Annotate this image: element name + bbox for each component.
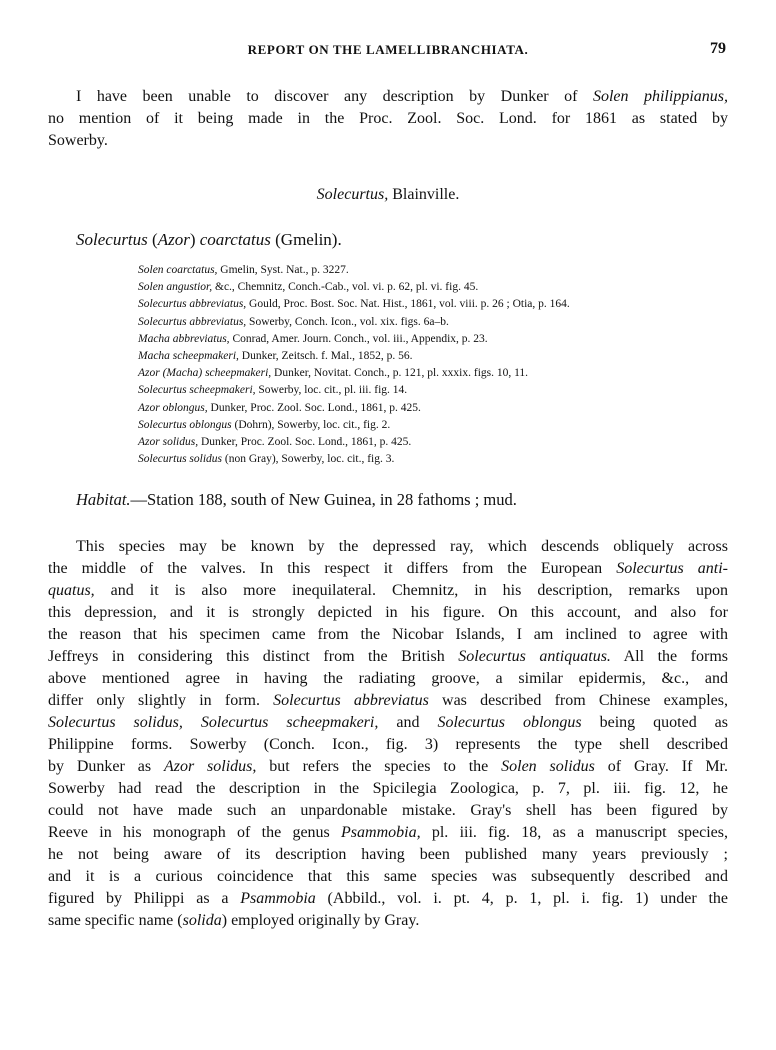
synonym-entry: Solecurtus oblongus (Dohrn), Sowerby, loc. cit., fig. 2. bbox=[138, 418, 391, 431]
text-line: Jeffreys in considering this distinct from the British Solecurtus antiquatus. All the forms bbox=[48, 648, 728, 665]
synonym-entry: Solecurtus scheepmakeri, Sowerby, loc. cit., pl. iii. fig. 14. bbox=[138, 384, 408, 397]
habitat-line: Habitat.—Station 188, south of New Guinea, in 28 fathoms ; mud. bbox=[76, 490, 517, 509]
text-line: figured by Philippi as a Psammobia (Abbild., vol. i. pt. 4, p. 1, pl. i. fig. 1) under the bbox=[48, 890, 729, 907]
running-title: REPORT ON THE LAMELLIBRANCHIATA. bbox=[247, 42, 529, 57]
page-number: 79 bbox=[710, 40, 726, 57]
synonym-entry: Solecurtus solidus (non Gray), Sowerby, loc. cit., fig. 3. bbox=[138, 453, 395, 466]
text-line: Philippine forms. Sowerby (Conch. Icon., fig. 3) represents the type shell described bbox=[48, 736, 728, 753]
synonym-entry: Solen coarctatus, Gmelin, Syst. Nat., p. 3227. bbox=[138, 264, 349, 276]
text-line: Sowerby. bbox=[48, 132, 108, 149]
text-line: the reason that his specimen came from the Nicobar Islands, I am inclined to agree with bbox=[48, 626, 728, 643]
intro-paragraph bbox=[48, 86, 728, 152]
text-line: Sowerby had read the description in the Spicilegia Zoologica, p. 7, pl. iii. fig. 12, he bbox=[48, 780, 728, 797]
synonym-entry: Solecurtus abbreviatus, Sowerby, Conch. Icon., vol. xix. figs. 6a–b. bbox=[138, 315, 449, 328]
synonym-entry: Macha scheepmakeri, Dunker, Zeitsch. f. Mal., 1852, p. 56. bbox=[138, 350, 413, 363]
genus-heading: Solecurtus, Blainville. bbox=[316, 186, 460, 203]
text-line: I have been unable to discover any description by Dunker of Solen philippianus, bbox=[76, 88, 728, 105]
text-line: the middle of the valves. In this respect it differs from the European Solecurtus anti- bbox=[48, 560, 728, 577]
text-line: Solecurtus solidus, Solecurtus scheepmakeri, and Solecurtus oblongus being quoted as bbox=[48, 714, 729, 731]
text-line: by Dunker as Azor solidus, but refers the species to the Solen solidus of Gray. If Mr. bbox=[48, 758, 728, 775]
text-line: differ only slightly in form. Solecurtus abbreviatus was described from Chinese examples, bbox=[48, 692, 729, 709]
synonym-entry: Solecurtus abbreviatus, Gould, Proc. Bost. Soc. Nat. Hist., 1861, vol. viii. p. 26 ; Otia, p. 164. bbox=[138, 298, 570, 311]
discussion-paragraph bbox=[48, 536, 728, 932]
synonym-entry: Azor oblongus, Dunker, Proc. Zool. Soc. Lond., 1861, p. 425. bbox=[138, 401, 421, 414]
text-line: and it is a curious coincidence that this same species was subsequently described and bbox=[48, 868, 728, 885]
text-line: this depression, and it is strongly depicted in his figure. On this account, and also for bbox=[48, 604, 728, 621]
synonym-entry: Solen angustior, &c., Chemnitz, Conch.-Cab., vol. vi. p. 62, pl. vi. fig. 45. bbox=[138, 281, 479, 294]
text-line: Reeve in his monograph of the genus Psammobia, pl. iii. fig. 18, as a manuscript species, bbox=[48, 824, 728, 841]
text-line: same specific name (solida) employed originally by Gray. bbox=[48, 912, 420, 929]
synonym-entry: Macha abbreviatus, Conrad, Amer. Journ. Conch., vol. iii., Appendix, p. 23. bbox=[138, 332, 488, 345]
text-line: he not being aware of its description having been published many years previously ; bbox=[48, 846, 728, 863]
text-line: quatus, and it is also more inequilateral. Chemnitz, in his description, remarks upon bbox=[48, 582, 728, 599]
synonym-entry: Azor solidus, Dunker, Proc. Zool. Soc. Lond., 1861, p. 425. bbox=[138, 436, 412, 449]
synonymy-list bbox=[138, 262, 738, 468]
species-heading: Solecurtus (Azor) coarctatus (Gmelin). bbox=[76, 230, 342, 249]
synonym-entry: Azor (Macha) scheepmakeri, Dunker, Novitat. Conch., p. 121, pl. xxxix. figs. 10, 11. bbox=[138, 367, 529, 380]
text-line: could not have made such an unpardonable mistake. Gray's shell has been figured by bbox=[48, 802, 728, 819]
page-header bbox=[48, 42, 728, 62]
text-line: This species may be known by the depressed ray, which descends obliquely across bbox=[76, 538, 728, 555]
text-line: above mentioned agree in having the radiating groove, a similar epidermis, &c., and bbox=[48, 670, 728, 687]
text-line: no mention of it being made in the Proc. Zool. Soc. Lond. for 1861 as stated by bbox=[48, 110, 728, 127]
